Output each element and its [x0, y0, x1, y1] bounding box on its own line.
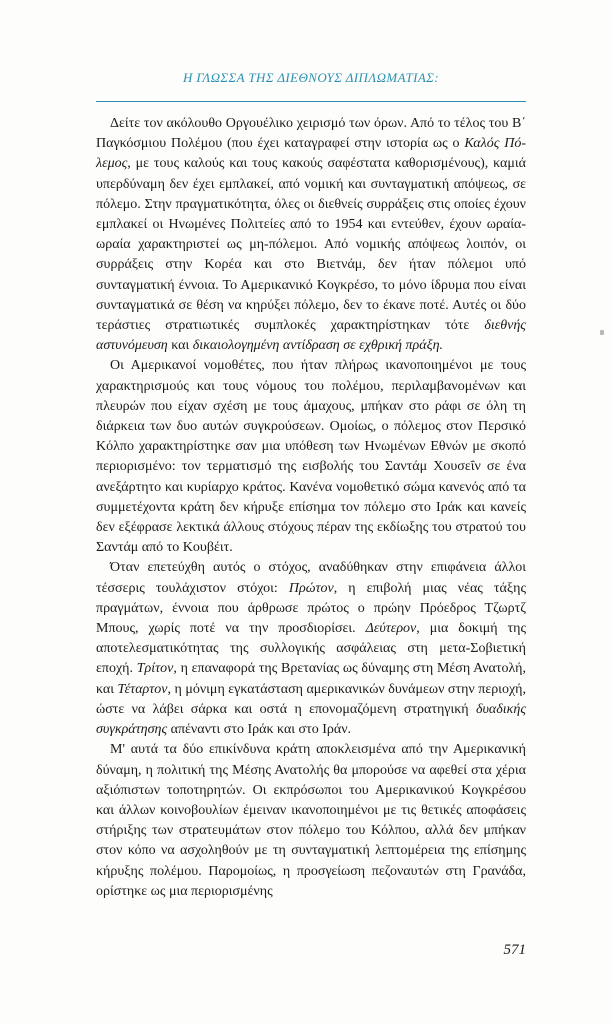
italic-run: διεθνής αστυνόμευση	[96, 318, 526, 354]
paragraph	[96, 114, 526, 356]
text-run: Μ' αυτά τα δύο επικίνδυνα κράτη αποκλεισμένα από την Αμερικανική δύναμη, η πολιτική της Μέσης Ανατολής θα μπορούσε να αφεθεί στα χέρια αξιόπιστων τοποτηρητών. Οι εκπρόσωποι του Αμερικανικού Κογκρέσου και άλλων κοινοβουλίων έμειναν ικανοποιημένοι με τις θετικές αποφάσεις στήριξης των στρατευμάτων στον πόλεμο του Κόλπου, αλλά δεν μπήκαν στον κόπο να ασχοληθούν με τη συνταγματική λεπτομέρεια της επίσημης κήρυξης πολέμου. Παρομοίως, η προσγείωση πεζοναυτών στη Γρανάδα, ορίστηκε ως μια περιορισμένης	[96, 742, 526, 899]
body-text	[96, 114, 526, 902]
paragraph	[96, 740, 526, 902]
text-run: , με τους καλούς και τους κακούς σαφέστατα καθορισμένους), καμιά υπερδύναμη δεν έχει εμπλακεί, από νομική και συνταγματική απόψεως, σε πόλεμο. Στην πραγματικότητα, όλες οι διεθνείς συρράξεις στις οποίες έχουν εμπλακεί οι Ηνωμένες Πολιτείες από το 1954 και εντεύθεν, έχουν ωραία-ωραία χαρακτηριστεί ως μη-πόλεμοι. Από νομικής απόψεως λοιπόν, οι συρράξεις στην Κορέα και στο Βιετνάμ, δεν ήταν πόλεμοι υπό συνταγματική έννοια. Το Αμερικανικό Κογκρέσο, το μόνο ίδρυμα που είναι συνταγματικά σε θέση να κηρύξει πόλεμο, δεν το έκανε ποτέ. Αυτές οι δύο τεράστιες στρατιωτικές συμπλοκές χαρακτηρίστηκαν τότε	[96, 156, 526, 334]
italic-run: Καλός Πόλεμος	[96, 136, 526, 172]
header-rule	[96, 101, 526, 102]
italic-run: Τρίτον	[136, 661, 174, 677]
paragraph	[96, 558, 526, 740]
italic-run: δυαδικής συγκράτησης	[96, 701, 526, 738]
text-run: απέναντι στο Ιράκ και στο Ιράν.	[167, 722, 352, 738]
italic-run: δικαιολογημένη αντίδραση σε εχθρική πράξη.	[192, 338, 444, 354]
text-run: Δείτε τον ακόλουθο Οργουέλικο χειρισμό των όρων. Από το τέλος του Β΄ Παγκόσμιου Πολέμου (που έχει καταγραφεί στην ιστορία ως ο	[96, 116, 526, 152]
page-number: 571	[503, 942, 526, 958]
margin-mark	[600, 330, 604, 335]
text-run: και	[167, 338, 193, 354]
text-run: , μια δοκιμή της αποτελεσματικότητας της συλλογικής ασφάλειας στη μετα-Σοβιετική εποχή.	[96, 621, 527, 677]
running-header: Η ΓΛΩΣΣΑ ΤΗΣ ΔΙΕΘΝΟΥΣ ΔΙΠΛΩΜΑΤΙΑΣ:	[182, 70, 440, 85]
text-run: Όταν επετεύχθη αυτός ο στόχος, αναδύθηκαν στην επιφάνεια άλλοι τέσσερις τουλάχιστον στόχοι:	[96, 560, 526, 596]
italic-run: Τέταρτον	[117, 681, 168, 697]
italic-run: Πρώτον	[288, 580, 334, 596]
italic-run: Δεύτερον	[365, 621, 417, 637]
text-run: Οι Αμερικανοί νομοθέτες, που ήταν πλήρως ικανοποιημένοι με τους χαρακτηρισμούς και τους νόμους του πολέμου, περιλαμβανομένων και πλευρών που είχαν σχέση με τους άμαχους, μπήκαν στο ράφι σε όλη τη διάρκεια των δυο αυτών συγκρούσεων. Ομοίως, ο πόλεμος στον Περσικό Κόλπο χαρακτηρίστηκε σαν μια υπόθεση των Ηνωμένων Εθνών με σκοπό περιορισμένο: τον τερματισμό της εισβολής του Σαντάμ Χουσεΐν σε ένα ανεξάρτητο και κυρίαρχο κράτος. Κανένα νομοθετικό σώμα κανενός από τα συμμετέχοντα κράτη δεν κήρυξε επίσημα τον πόλεμο στο Ιράκ και κανείς δεν εξέφρασε λεκτικά άλλους στόχους πέραν της εκδίωξης του στρατού του Σαντάμ από το Κουβέιτ.	[96, 358, 526, 556]
text-run: , η επαναφορά της Βρετανίας ως δύναμης στη Μέση Ανατολή, και	[96, 661, 526, 697]
paragraph	[96, 356, 526, 558]
text-run: , η επιβολή μιας νέας τάξης πραγμάτων, έννοια που άρθρωσε πρώτος ο πρώην Πρόεδρος Τζωρτζ Μπους, χωρίς ποτέ να την προσδιορίσει.	[96, 580, 526, 637]
text-run: , η μόνιμη εγκατάσταση αμερικανικών δυνάμεων στην περιοχή, ώστε να λάβει σάρκα και οστά η επονομαζόμενη στρατηγική	[96, 681, 526, 717]
